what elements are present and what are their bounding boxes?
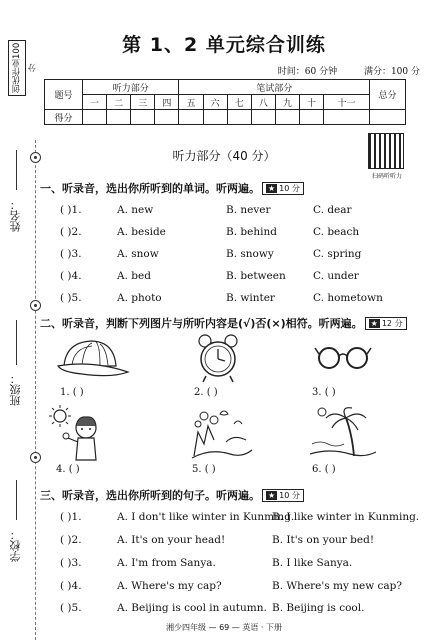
score-cell[interactable] [324,110,370,125]
option-a: A. bed [117,270,151,282]
answer-blank[interactable]: ( )5. [60,292,82,304]
name-label: 姓名： [9,199,22,233]
option-b: B. I like winter in Kunming. [272,511,420,523]
score-cell[interactable] [107,110,131,125]
col-item-header: 题号 [45,80,83,110]
option-a: A. It's on your head! [117,534,226,546]
points-value: 10 分 [279,184,300,193]
points-value: 10 分 [279,491,300,500]
option-a: A. photo [117,292,162,304]
score-cell[interactable] [131,110,155,125]
option-b: B. It's on your bed! [272,534,375,546]
answer-blank[interactable]: ( )1. [60,204,82,216]
score-cell[interactable] [83,110,107,125]
list-item [0,292,448,308]
q-number: 九 [275,95,299,110]
list-item [0,580,448,596]
q-number: 三 [131,95,155,110]
option-b: B. winter [226,292,275,304]
picture-5-label[interactable]: 5. ( ) [192,464,216,475]
score-cell[interactable] [203,110,227,125]
score-cell[interactable] [370,110,406,125]
option-a: A. new [117,204,154,216]
cap-picture [52,336,132,381]
star-icon: ★ [370,319,378,328]
time-score-line [254,64,420,77]
list-item [0,248,448,264]
score-cell[interactable] [227,110,251,125]
q-number: 七 [227,95,251,110]
score-cell[interactable] [299,110,323,125]
q-number: 六 [203,95,227,110]
list-item [0,204,448,220]
section-3-heading [40,487,304,503]
section-1-heading [40,180,304,196]
list-item [0,602,448,618]
brand-badge: 创优作业100分 [8,40,26,96]
score-row [45,110,406,125]
beach-picture [310,404,376,460]
star-icon: ★ [268,491,276,500]
q-number: 四 [155,95,179,110]
q-number: 一 [83,95,107,110]
boy-sunny-picture [48,404,110,462]
score-cell[interactable] [251,110,275,125]
school-label: 学校： [9,529,22,563]
picture-1-label[interactable]: 1. ( ) [60,387,84,398]
picture-3-label[interactable]: 3. ( ) [312,387,336,398]
q-number: 八 [251,95,275,110]
class-label: 班级： [9,373,22,407]
option-b: B. Where's my new cap? [272,580,403,592]
option-b: B. snowy [226,248,274,260]
option-b: B. between [226,270,286,282]
points-value: 12 分 [381,319,403,328]
answer-blank[interactable]: ( )3. [60,557,82,569]
picture-4-label[interactable]: 4. ( ) [56,464,80,475]
answer-blank[interactable]: ( )2. [60,534,82,546]
picture-2-label[interactable]: 2. ( ) [194,387,218,398]
glasses-picture [314,344,372,370]
total-header: 总分 [370,80,406,110]
binding-hole-icon [30,452,41,463]
exam-time: 时间：60 分钟 [277,67,338,77]
class-line [16,320,17,365]
score-table [44,79,406,125]
option-b: B. behind [226,226,277,238]
option-c: C. dear [313,204,352,216]
option-c: C. beach [313,226,360,238]
option-b: B. Beijing is cool. [272,602,365,614]
option-a: A. I'm from Sanya. [117,557,216,569]
q-number: 五 [179,95,203,110]
score-cell[interactable] [275,110,299,125]
option-a: A. Where's my cap? [117,580,222,592]
option-a: A. Beijing is cool in autumn. [117,602,267,614]
star-icon: ★ [268,184,276,193]
option-b: B. I like Sanya. [272,557,353,569]
answer-blank[interactable]: ( )2. [60,226,82,238]
list-item [0,534,448,550]
section-3-text: 三、听录音，选出你所听到的句子。听两遍。 [40,489,260,502]
option-a: A. snow [117,248,159,260]
list-item [0,557,448,573]
page-footer: 湘少四年级 — 69 — 英语 · 下册 [166,623,282,632]
option-a: A. beside [117,226,166,238]
page-title: 第 1、2 单元综合训练 [122,34,326,56]
list-item [0,270,448,286]
spring-scene-picture [190,404,254,460]
section-2-text: 二、听录音，判断下列图片与所听内容是(√)否(×)相符。听两遍。 [40,317,363,330]
written-header: 笔试部分 [179,80,370,95]
list-item [0,226,448,242]
points-badge [365,317,407,330]
answer-blank[interactable]: ( )1. [60,511,82,523]
full-score: 满分：100 分 [363,67,420,77]
answer-blank[interactable]: ( )5. [60,602,82,614]
q-number: 十一 [324,95,370,110]
option-c: C. under [313,270,359,282]
points-badge [262,182,304,195]
picture-6-label[interactable]: 6. ( ) [312,464,336,475]
list-item [0,511,448,527]
points-badge [262,489,304,502]
answer-blank[interactable]: ( )4. [60,580,82,592]
option-a: A. I don't like winter in Kunming. [117,511,295,523]
score-cell[interactable] [179,110,203,125]
answer-blank[interactable]: ( )4. [60,270,82,282]
q-number: 二 [107,95,131,110]
option-c: C. spring [313,248,362,260]
score-cell[interactable] [155,110,179,125]
answer-blank[interactable]: ( )3. [60,248,82,260]
option-c: C. hometown [313,292,383,304]
section-2-heading [40,315,407,331]
q-number: 十 [299,95,323,110]
option-b: B. never [226,204,271,216]
section-1-text: 一、听录音，选出你所听到的单词。听两遍。 [40,182,260,195]
score-row-label: 得分 [45,110,83,125]
listening-part-title: 听力部分（40 分） [172,149,276,163]
alarm-clock-picture [196,332,240,384]
listening-header: 听力部分 [83,80,179,95]
number-row [45,95,406,110]
qr-caption: 扫码听听力 [371,173,402,180]
